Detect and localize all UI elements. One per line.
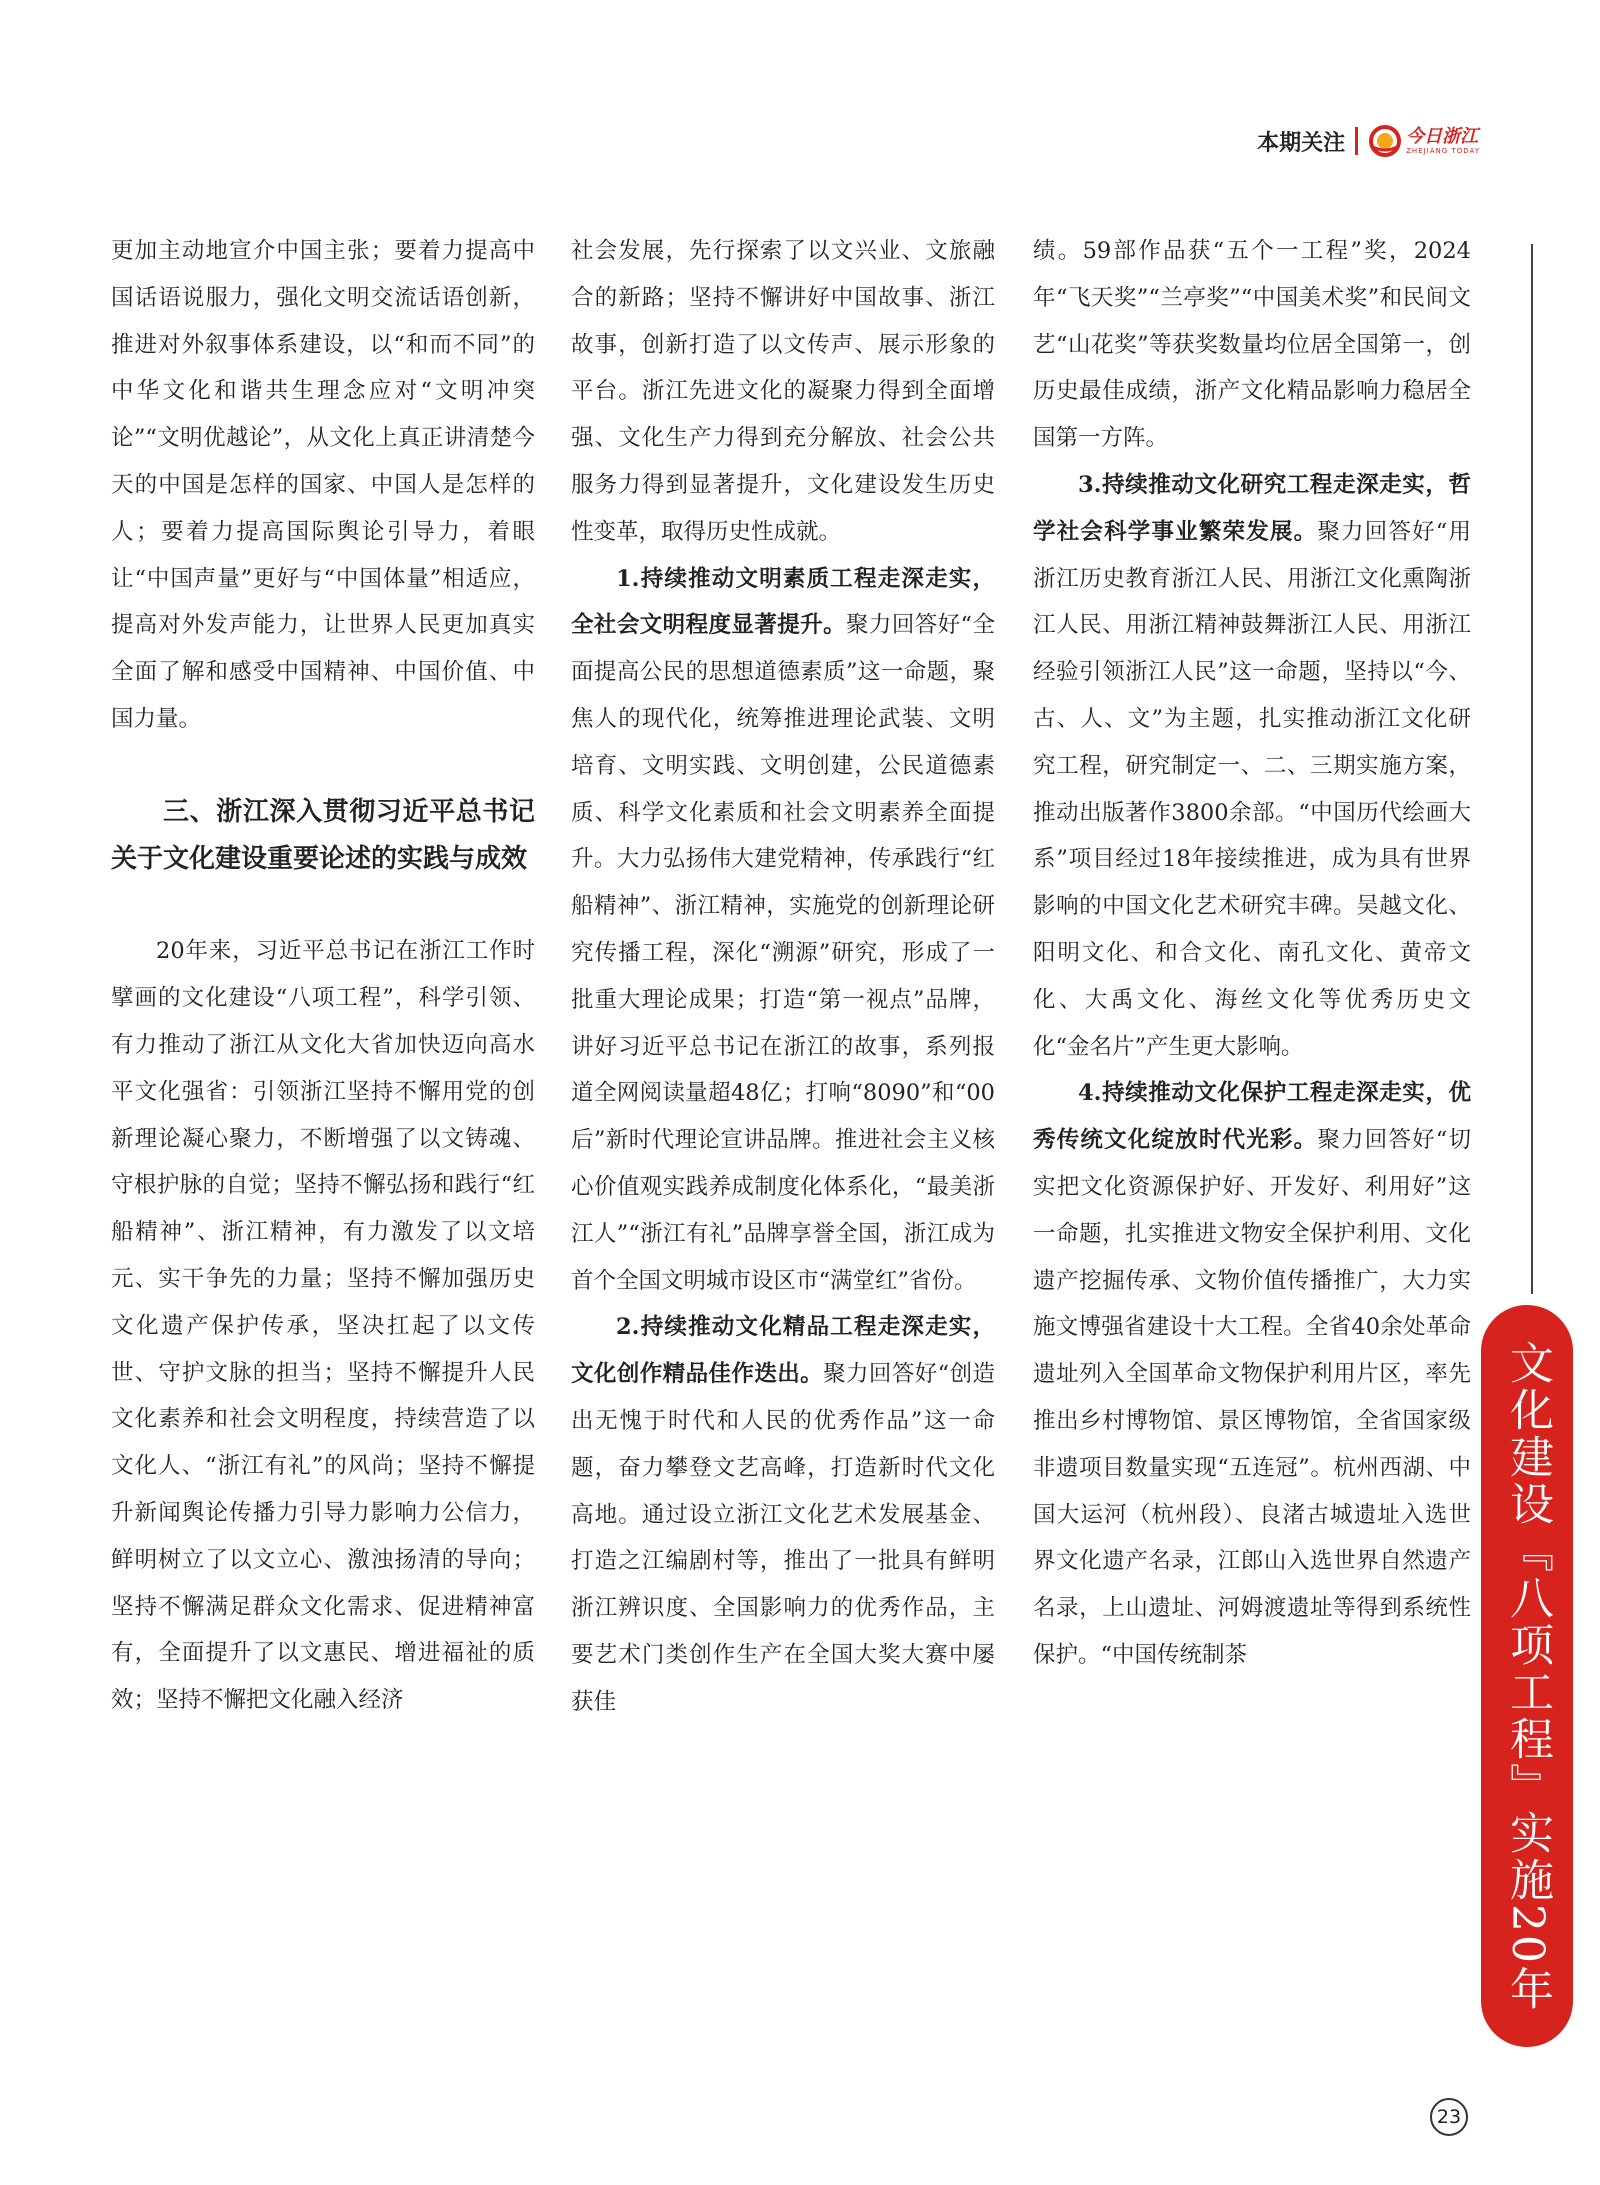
logo-cn: 今日浙江 <box>1406 125 1479 147</box>
subsection-body: 聚力回答好“创造出无愧于时代和人民的优秀作品”这一命题，奋力攀登文艺高峰，打造新时代文化高地。通过设立浙江文化艺术发展基金、打造之江编剧村等，推出了一批具有鲜明浙江辨识度、全国影响力的优秀作品，主要艺术门类创作生产在全国大奖大赛中屡获佳 <box>571 1361 995 1715</box>
subsection <box>571 1304 995 1725</box>
page-header <box>1180 118 1480 164</box>
subsection-title: 3.持续推动文化研究工程走深走实，哲学社会科学事业繁荣发展。 <box>1033 471 1471 545</box>
side-tab-label: 文化建设『八项工程』实施20年 <box>1502 1339 1553 2013</box>
zhejiang-today-logo <box>1368 124 1480 158</box>
header-divider <box>1355 127 1358 155</box>
margin-rule <box>1531 244 1533 1294</box>
column-1 <box>111 228 535 1724</box>
logo-en: ZHEJIANG TODAY <box>1406 146 1480 155</box>
paragraph: 更加主动地宣介中国主张；要着力提高中国话语说服力，强化文明交流话语创新，推进对外叙事体系建设，以“和而不同”的中华文化和谐共生理念应对“文明冲突论”“文明优越论”，从文化上真正讲清楚今天的中国是怎样的国家、中国人是怎样的人；要着力提高国际舆论引导力，着眼让“中国声量”更好与“中国体量”相适应，提高对外发声能力，让世界人民更加真实全面了解和感受中国精神、中国价值、中国力量。 <box>111 238 535 732</box>
subsection-body: 聚力回答好“全面提高公民的思想道德素质”这一命题，聚焦人的现代化，统筹推进理论武装、文明培育、文明实践、文明创建，公民道德素质、科学文化素质和社会文明素养全面提升。大力弘扬伟大建党精神，传承践行“红船精神”、浙江精神，实施党的创新理论研究传播工程，深化“溯源”研究，形成了一批重大理论成果；打造“第一视点”品牌，讲好习近平总书记在浙江的故事，系列报道全网阅读量超48亿；打响“8090”和“00后”新时代理论宣讲品牌。推进社会主义核心价值观实践养成制度化体系化，“最美浙江人”“浙江有礼”品牌享誉全国，浙江成为首个全国文明城市设区市“满堂红”省份。 <box>571 612 995 1294</box>
subsection-title: 2.持续推动文化精品工程走深走实，文化创作精品佳作迭出。 <box>571 1314 995 1388</box>
logo-sun-icon <box>1368 124 1402 158</box>
section-label: 本期关注 <box>1257 130 1346 156</box>
paragraph: 20年来，习近平总书记在浙江工作时擘画的文化建设“八项工程”，科学引领、有力推动了浙江从文化大省加快迈向高水平文化强省：引领浙江坚持不懈用党的创新理论凝心聚力，不断增强了以文铸魂、守根护脉的自觉；坚持不懈弘扬和践行“红船精神”、浙江精神，有力激发了以文培元、实干争先的力量；坚持不懈加强历史文化遗产保护传承，坚决扛起了以文传世、守护文脉的担当；坚持不懈提升人民文化素养和社会文明程度，持续营造了以文化人、“浙江有礼”的风尚；坚持不懈提升新闻舆论传播力引导力影响力公信力，鲜明树立了以文立心、激浊扬清的导向；坚持不懈满足群众文化需求、促进精神富有，全面提升了以文惠民、增进福祉的质效；坚持不懈把文化融入经济 <box>111 938 535 1714</box>
paragraph: 绩。59部作品获“五个一工程”奖，2024年“飞天奖”“兰亭奖”“中国美术奖”和民间文艺“山花奖”等获奖数量均位居全国第一，创历史最佳成绩，浙产文化精品影响力稳居全国第一方阵。 <box>1033 238 1471 452</box>
column-2 <box>571 228 995 1726</box>
subsection-title: 4.持续推动文化保护工程走深走实，优秀传统文化绽放时代光彩。 <box>1033 1080 1471 1154</box>
column-3 <box>1033 228 1471 1679</box>
page-number: 23 <box>1430 2098 1468 2136</box>
subsection <box>1033 1070 1471 1678</box>
subsection-body: 聚力回答好“切实把文化资源保护好、开发好、利用好”这一命题，扎实推进文物安全保护利用、文化遗产挖掘传承、文物价值传播推广，大力实施文博强省建设十大工程。全省40余处革命遗址列入全国革命文物保护利用片区，率先推出乡村博物馆、景区博物馆，全省国家级非遗项目数量实现“五连冠”。杭州西湖、中国大运河（杭州段）、良渚古城遗址入选世界文化遗产名录，江郎山入选世界自然遗产名录，上山遗址、河姆渡遗址等得到系统性保护。“中国传统制茶 <box>1033 1127 1471 1668</box>
subsection-body: 聚力回答好“用浙江历史教育浙江人民、用浙江文化熏陶浙江人民、用浙江精神鼓舞浙江人民、用浙江经验引领浙江人民”这一命题，坚持以“今、古、人、文”为主题，扎实推动浙江文化研究工程，研究制定一、二、三期实施方案，推动出版著作3800余部。“中国历代绘画大系”项目经过18年接续推进，成为具有世界影响的中国文化艺术研究丰碑。吴越文化、阳明文化、和合文化、南孔文化、黄帝文化、大禹文化、海丝文化等优秀历史文化“金名片”产生更大影响。 <box>1033 518 1471 1060</box>
section-heading: 三、浙江深入贯彻习近平总书记关于文化建设重要论述的实践与成效 <box>111 796 535 874</box>
side-tab <box>1481 1305 1573 2047</box>
subsection-title: 1.持续推动文明素质工程走深走实，全社会文明程度显著提升。 <box>571 565 995 639</box>
paragraph: 社会发展，先行探索了以文兴业、文旅融合的新路；坚持不懈讲好中国故事、浙江故事，创新打造了以文传声、展示形象的平台。浙江先进文化的凝聚力得到全面增强、文化生产力得到充分解放、社会公共服务力得到显著提升，文化建设发生历史性变革，取得历史性成就。 <box>571 238 995 545</box>
subsection <box>571 556 995 1305</box>
subsection <box>1033 462 1471 1070</box>
